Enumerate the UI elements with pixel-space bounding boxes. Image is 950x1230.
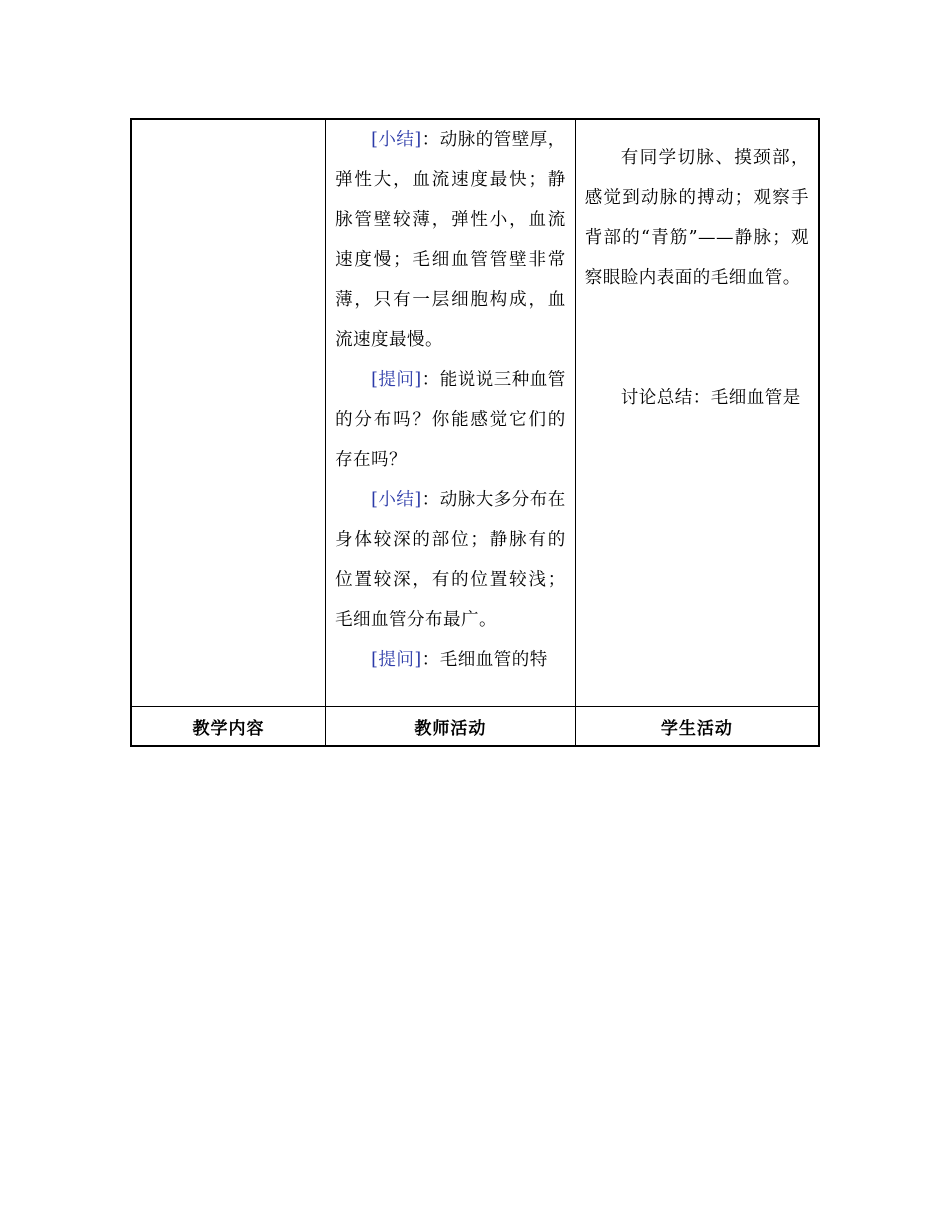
teacher-paragraph-3 xyxy=(335,480,566,640)
teacher-paragraph-2 xyxy=(335,360,566,480)
teacher-text-4: ：毛细血管的特 xyxy=(421,650,548,670)
lesson-table xyxy=(130,118,820,747)
header-teacher-activity: 教师活动 xyxy=(326,707,576,747)
teacher-tag-2: [提问] xyxy=(371,370,422,390)
student-paragraph-2: 讨论总结：毛细血管是 xyxy=(620,388,801,408)
teacher-text-3: ：动脉大多分布在身体较深的部位；静脉有的位置较深，有的位置较浅；毛细血管分布最广。 xyxy=(335,490,566,630)
table-row-body xyxy=(131,119,819,707)
cell-student-activity xyxy=(575,119,819,707)
cell-teaching-content xyxy=(131,119,326,707)
header-teaching-content: 教学内容 xyxy=(131,707,326,747)
student-spacer xyxy=(585,298,809,378)
teacher-tag-4: [提问] xyxy=(371,650,422,670)
cell-teacher-activity xyxy=(326,119,576,707)
teacher-paragraph-1 xyxy=(335,120,566,360)
teacher-text-1: ：动脉的管壁厚，弹性大，血流速度最快；静脉管壁较薄，弹性小，血流速度慢；毛细血管管壁非常薄，只有一层细胞构成，血流速度最慢。 xyxy=(335,130,566,350)
table-row-header xyxy=(131,707,819,747)
teacher-tag-3: [小结] xyxy=(371,490,422,510)
header-student-activity: 学生活动 xyxy=(575,707,819,747)
teacher-text-2: ：能说说三种血管的分布吗？你能感觉它们的存在吗？ xyxy=(335,370,566,470)
teacher-paragraph-4 xyxy=(335,640,566,680)
student-paragraph-1: 有同学切脉、摸颈部，感觉到动脉的搏动；观察手背部的“青筋”——静脉；观察眼睑内表面的毛细血管。 xyxy=(584,148,809,288)
teacher-tag-1: [小结] xyxy=(371,130,422,150)
